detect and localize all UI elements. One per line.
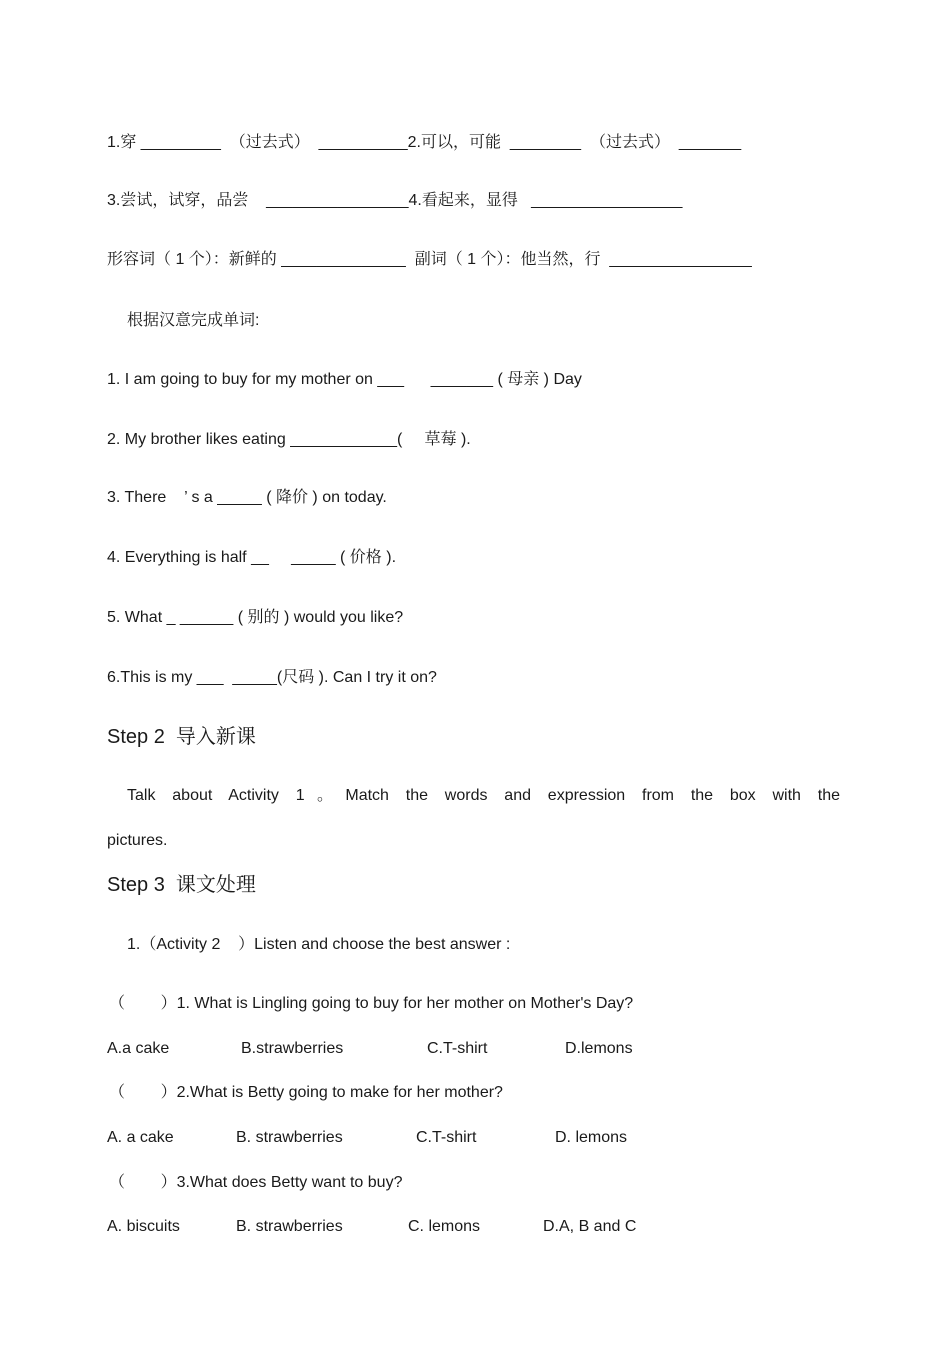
word-completion-instruction: 根据汉意完成单词: [127, 312, 260, 329]
question-3-option-d: D.A, B and C [543, 1218, 637, 1235]
word-item-6: 6.This is my ___ _____(尺码 ). Can I try it on? [107, 669, 437, 686]
question-2-option-d: D. lemons [555, 1129, 628, 1146]
step2-text-line-1: Talk about Activity 1。Match the words and expression from the box with the [127, 787, 840, 804]
question-2-prompt: （ ）2.What is Betty going to make for her mother? [109, 1084, 503, 1101]
question-2-option-c: C.T-shirt [416, 1129, 477, 1146]
question-2-option-a: A. a cake [107, 1129, 174, 1146]
word-item-2: 2. My brother likes eating ____________( 草莓 ). [107, 431, 471, 448]
vocab-line-2: 3.尝试，试穿，品尝 ________________4.看起来，显得 _________________ [107, 192, 683, 209]
question-1-option-b: B.strawberries [241, 1040, 344, 1057]
word-item-4: 4. Everything is half __ _____ ( 价格 ). [107, 549, 397, 566]
question-1-option-d: D.lemons [565, 1040, 633, 1057]
vocab-line-3: 形容词（ 1 个）：新鲜的 ______________ 副词（ 1 个）：他当然，行 ________________ [107, 251, 752, 268]
step3-task: 1.（Activity 2 ）Listen and choose the best answer : [127, 936, 511, 953]
question-1-option-a: A.a cake [107, 1040, 170, 1057]
step3-heading: Step 3 课文处理 [107, 874, 256, 896]
word-item-5: 5. What _ ______ ( 别的 ) would you like? [107, 609, 404, 626]
word-item-3: 3. There ’ s a _____ ( 降价 ) on today. [107, 489, 387, 506]
word-item-1: 1. I am going to buy for my mother on ___ _______ ( 母亲 ) Day [107, 371, 582, 388]
question-3-option-c: C. lemons [408, 1218, 481, 1235]
question-2-option-b: B. strawberries [236, 1129, 343, 1146]
step2-heading: Step 2 导入新课 [107, 726, 256, 748]
question-3-option-b: B. strawberries [236, 1218, 343, 1235]
vocab-line-1: 1.穿 _________ （过去式） __________2.可以，可能 ________ （过去式） _______ [107, 134, 742, 151]
question-3-prompt: （ ）3.What does Betty want to buy? [109, 1174, 403, 1191]
question-1-prompt: （ ）1. What is Lingling going to buy for her mother on Mother's Day? [109, 995, 634, 1012]
question-3-option-a: A. biscuits [107, 1218, 180, 1235]
question-1-option-c: C.T-shirt [427, 1040, 488, 1057]
step2-text-line-2: pictures. [107, 832, 168, 849]
